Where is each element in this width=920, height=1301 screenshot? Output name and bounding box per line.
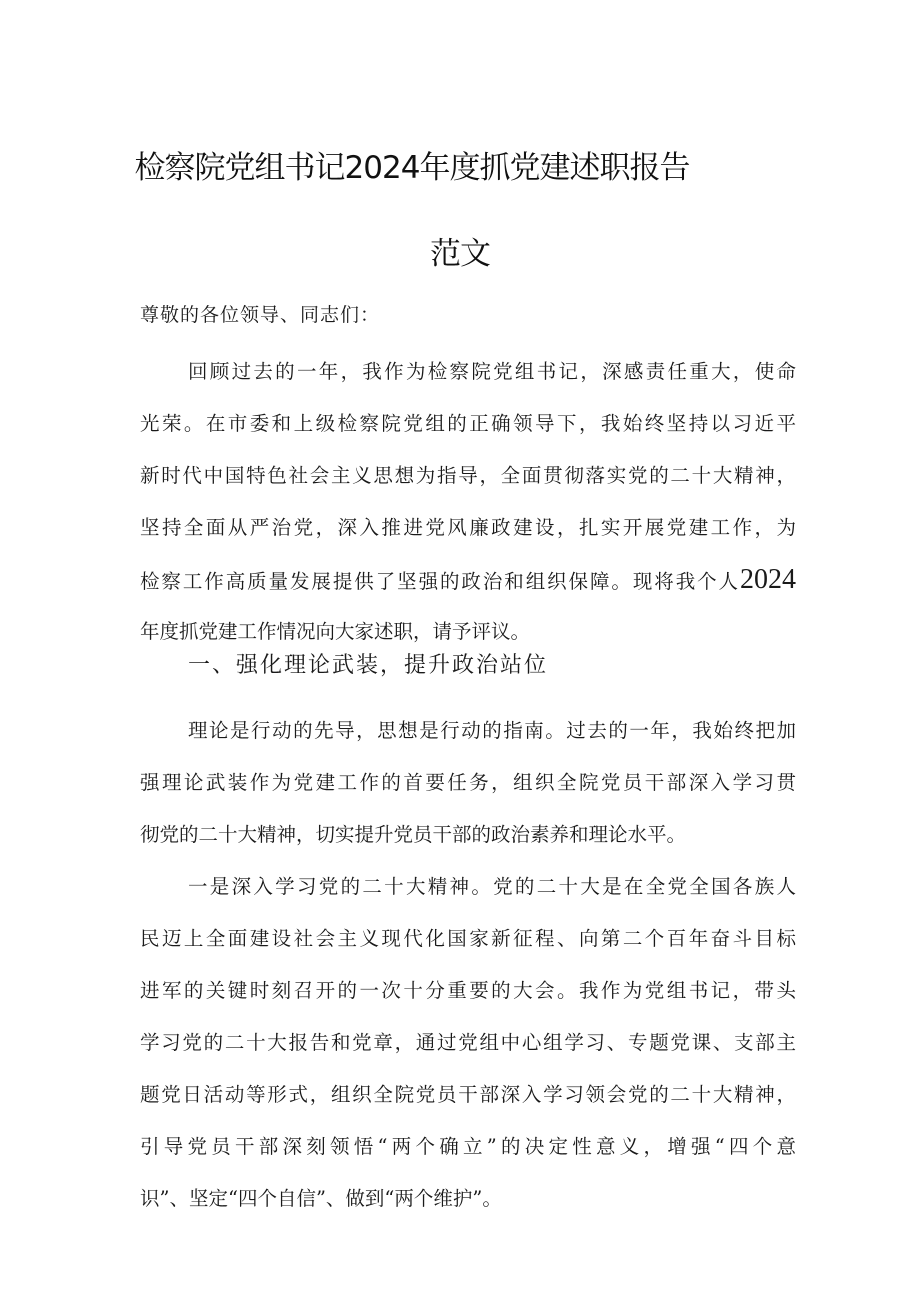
intro-line: 新时代中国特色社会主义思想为指导，全面贯彻落实党的二十大精神， xyxy=(140,464,796,487)
intro-line: 年度抓党建工作情况向大家述职，请予评议。 xyxy=(140,620,531,643)
document-title-line-1: 检察院党组书记2024年度抓党建述职报告 xyxy=(134,150,690,186)
paragraph-line: 题党日活动等形式，组织全院党员干部深入学习领会党的二十大精神， xyxy=(140,1083,796,1106)
paragraph-line: 学习党的二十大报告和党章，通过党组中心组学习、专题党课、支部主 xyxy=(140,1031,796,1054)
intro-line: 坚持全面从严治党，深入推进党风廉政建设，扎实开展党建工作，为 xyxy=(140,516,796,539)
paragraph-line: 一是深入学习党的二十大精神。党的二十大是在全党全国各族人 xyxy=(188,875,796,898)
paragraph-line: 民迈上全面建设社会主义现代化国家新征程、向第二个百年奋斗目标 xyxy=(140,927,796,950)
salutation: 尊敬的各位领导、同志们： xyxy=(140,304,381,326)
intro-line-with-year xyxy=(140,554,796,606)
intro-paragraph xyxy=(140,346,796,658)
intro-year: 2024 xyxy=(740,564,796,595)
section-heading: 一、强化理论武装，提升政治站位 xyxy=(188,653,549,678)
paragraph-line: 引导党员干部深刻领悟“两个确立”的决定性意义，增强“四个意 xyxy=(140,1135,796,1158)
document-title-line-2: 范文 xyxy=(430,236,490,272)
intro-line-text: 检察工作高质量发展提供了坚强的政治和组织保障。现将我个人 xyxy=(140,570,740,593)
paragraph-line: 进军的关键时刻召开的一次十分重要的大会。我作为党组书记，带头 xyxy=(140,979,796,1002)
section1-paragraph-1 xyxy=(140,705,796,861)
intro-line: 光荣。在市委和上级检察院党组的正确领导下，我始终坚持以习近平 xyxy=(140,412,796,435)
intro-line: 回顾过去的一年，我作为检察院党组书记，深感责任重大，使命 xyxy=(188,360,796,383)
paragraph-line: 识”、坚定“四个自信”、做到“两个维护”。 xyxy=(140,1187,502,1210)
paragraph-line: 理论是行动的先导，思想是行动的指南。过去的一年，我始终把加 xyxy=(188,719,796,742)
paragraph-line: 彻党的二十大精神，切实提升党员干部的政治素养和理论水平。 xyxy=(140,823,687,846)
paragraph-line: 强理论武装作为党建工作的首要任务，组织全院党员干部深入学习贯 xyxy=(140,771,796,794)
section1-paragraph-2 xyxy=(140,861,796,1225)
